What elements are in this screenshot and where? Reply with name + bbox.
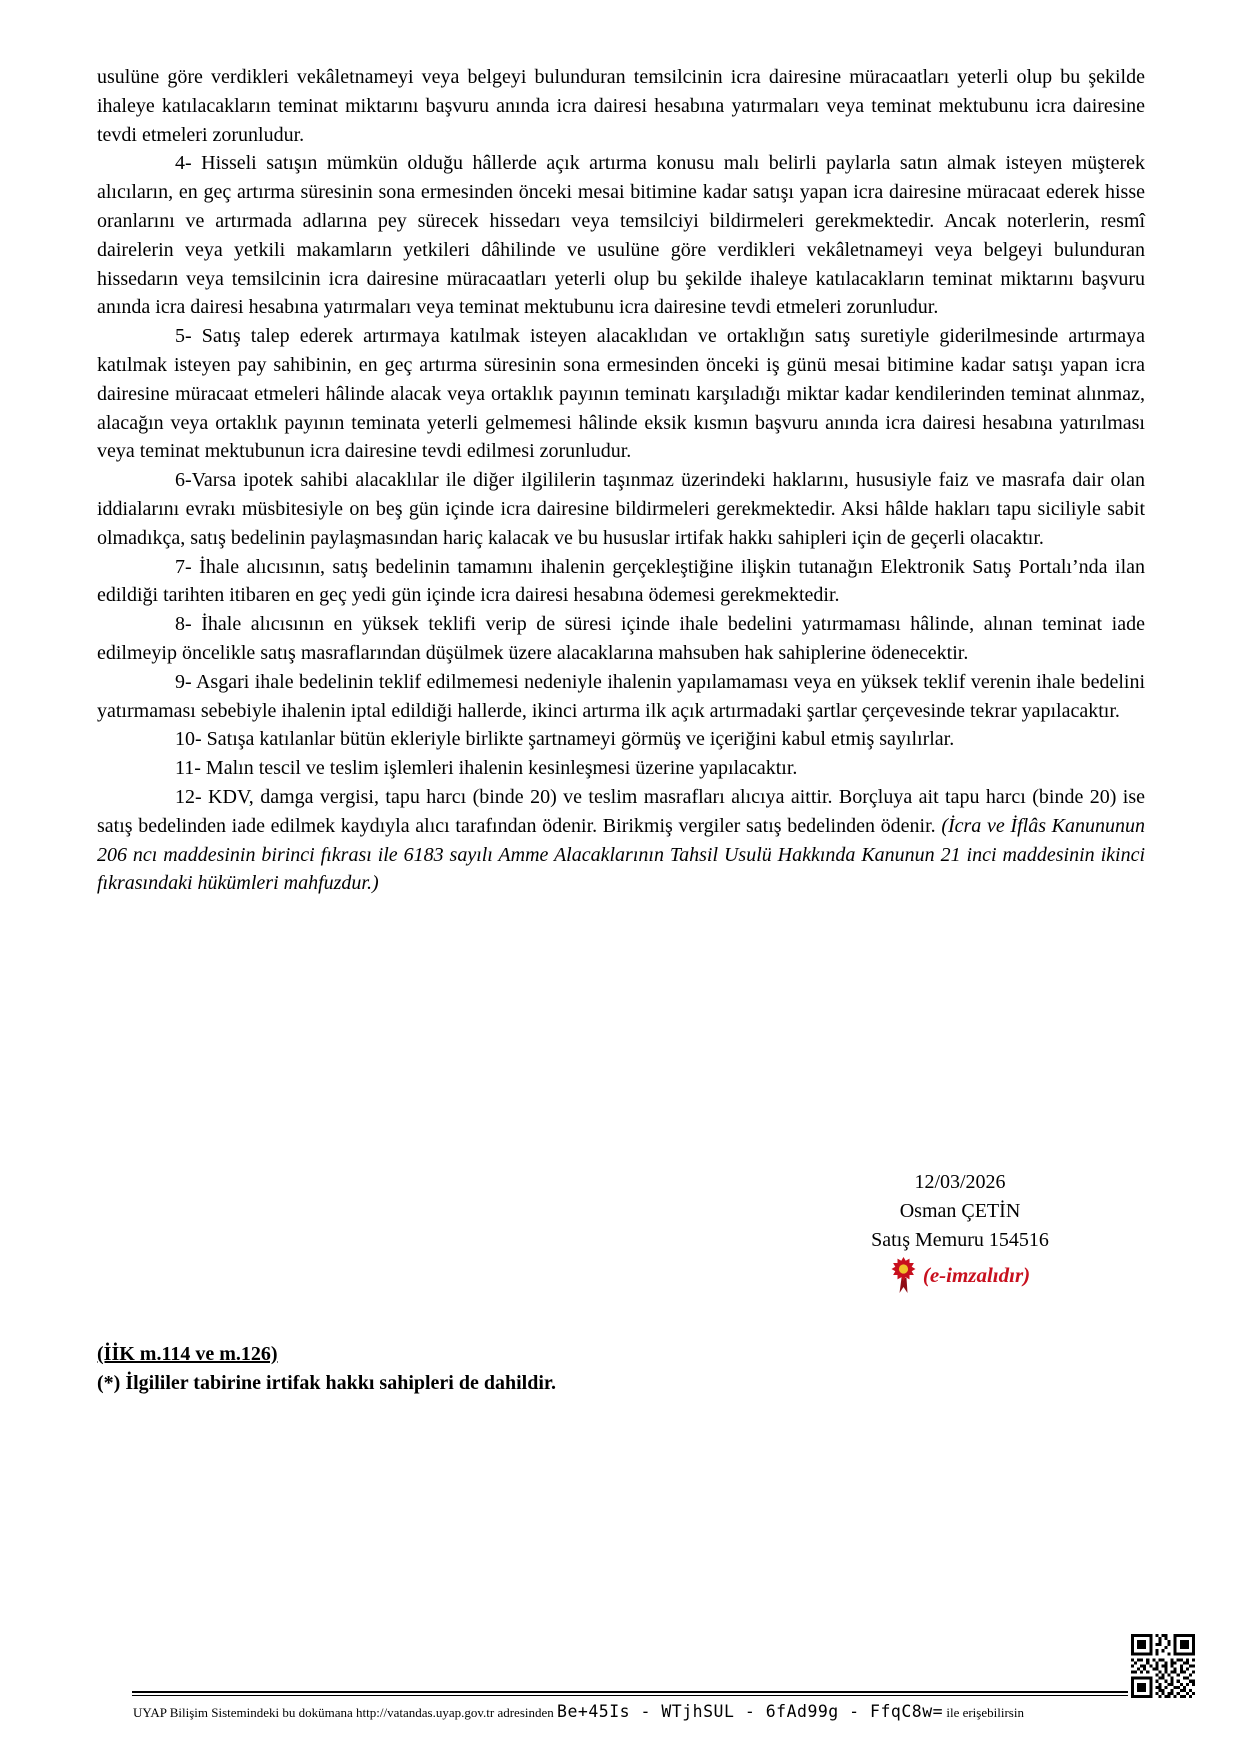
document-body <box>97 63 1145 898</box>
footnote-block <box>97 1340 997 1398</box>
paragraph-11: 11- Malın tescil ve teslim işlemleri ihalenin kesinleşmesi üzerine yapılacaktır. <box>175 757 798 780</box>
paragraph-7: 7- İhale alıcısının, satış bedelinin tamamını ihalenin gerçekleştiğine ilişkin tutanağın Elektronik Satış Portalı’nda ilan edildiği tarihten itibaren en geç yedi gün içinde icra dairesi hesabına ödemesi gerekmektedir. <box>97 555 1145 607</box>
qr-code-icon <box>1131 1634 1195 1698</box>
paragraph-8: 8- İhale alıcısının en yüksek teklifi verip de süresi içinde ihale bedelini yatırmaması hâlinde, alınan teminat iade edilmeyip öncelikle satış masraflarından düşülmek üzere alacaklarına mahsuben hak sahiplerine ödenecektir. <box>97 613 1145 664</box>
paragraph-12 <box>97 783 1145 898</box>
paragraph-12-text: 12- KDV, damga vergisi, tapu harcı (binde 20) ve teslim masrafları alıcıya aittir. Borçluya ait tapu harcı (binde 20) ise satış bedelinden iade edilmek kaydıyla alıcı tarafından ödenir. Birikmiş vergiler satış bedelinden ödenir. <box>97 785 1145 837</box>
paragraph-9: 9- Asgari ihale bedelinin teklif edilmemesi nedeniyle ihalenin yapılamaması veya en yüksek teklif verenin ihale bedelini yatırmaması sebebiyle ihalenin iptal edildiği hallerde, ikinci artırma ilk açık artırmadaki şartlar çerçevesinde tekrar yapılacaktır. <box>97 670 1145 722</box>
e-signature-label: (e-imzalıdır) <box>922 1262 1031 1287</box>
footer-suffix: ile erişebilirsin <box>943 1705 1024 1720</box>
paragraph-intro: usulüne göre verdikleri vekâletnameyi veya belgeyi bulunduran temsilcinin icra dairesine müracaatları yeterli olup bu şekilde ihaleye katılacakların teminat miktarını başvuru anında icra dairesi hesabına yatırmaları veya teminat mektubunu icra dairesine tevdi etmeleri zorunludur. <box>97 66 1145 146</box>
signature-title: Satış Memuru 154516 <box>871 1228 1049 1251</box>
paragraph-12-law-citation: (İcra ve İflâs Kanununun 206 ncı maddesinin birinci fıkrası ile 6183 sayılı Amme Alacaklarının Tahsil Usulü Hakkında Kanunun 21 inci maddesinin ikinci fıkrasındaki hükümleri mahfuzdur.) <box>97 814 1145 895</box>
footer-divider <box>132 1691 1128 1696</box>
paragraph-10: 10- Satışa katılanlar bütün ekleriyle birlikte şartnameyi görmüş ve içeriğini kabul etmiş sayılırlar. <box>175 728 955 751</box>
footer-access-code: Be+45Is - WTjhSUL - 6fAd99g - FfqC8w= <box>557 1702 944 1721</box>
signature-date: 12/03/2026 <box>914 1171 1006 1193</box>
signature-name: Osman ÇETİN <box>899 1199 1021 1222</box>
e-signature-row <box>760 1256 1160 1294</box>
paragraph-5: 5- Satış talep ederek artırmaya katılmak isteyen alacaklıdan ve ortaklığın satış suretiyle giderilmesinde artırmaya katılmak isteyen pay sahibinin, en geç artırma süresinin sona ermesinden önceki iş günü mesai bitimine kadar satışı yapan icra dairesine müracaat etmeleri hâlinde alacak veya ortaklık payının teminatı karşıladığı miktar kadar kendilerinden teminat alınmaz, alacağın veya ortaklık payının teminata yeterli gelmemesi hâlinde eksik kısmın başvuru anında icra dairesi hesabına yatırılması veya teminat mektubunun icra dairesine tevdi edilmesi zorunludur. <box>97 325 1145 463</box>
footer-access-line <box>133 1703 1145 1722</box>
footnote-law-reference: (İİK m.114 ve m.126) <box>97 1343 278 1365</box>
footer-prefix: UYAP Bilişim Sistemindeki bu dokümana http://vatandas.uyap.gov.tr adresinden <box>133 1705 558 1720</box>
paragraph-6: 6-Varsa ipotek sahibi alacaklılar ile diğer ilgililerin taşınmaz üzerindeki haklarını, hususiyle faiz ve masrafa dair olan iddialarını evrakı müsbitesiyle on beş gün içinde icra dairesine bildirmeleri gerekmektedir. Aksi hâlde hakları tapu siciliyle sabit olmadıkça, satış bedelinin paylaşmasından hariç kalacak ve bu hususlar irtifak hakkı sahipleri için de geçerli olacaktır. <box>97 469 1145 549</box>
footnote-note: (*) İlgililer tabirine irtifak hakkı sahipleri de dahildir. <box>97 1372 556 1394</box>
paragraph-4: 4- Hisseli satışın mümkün olduğu hâllerde açık artırma konusu malı belirli paylarla satın almak isteyen müşterek alıcıların, en geç artırma süresinin sona ermesinden önceki mesai bitimine kadar satışı yapan icra dairesine müracaat ederek hisse oranlarını ve artırmada adlarına pey sürecek hissedarı veya temsilciyi bildirmeleri gerekmektedir. Ancak noterlerin, resmî dairelerin veya yetkili makamların yetkileri dâhilinde ve usulüne göre verdikleri vekâletnameyi veya belgeyi bulunduran hissedarın veya temsilcinin icra dairesine müracaatları yeterli olup bu şekilde ihaleye katılacakların teminat miktarını başvuru anında icra dairesi hesabına yatırmaları veya teminat mektubunu icra dairesine tevdi etmeleri zorunludur. <box>97 152 1145 319</box>
e-signature-seal-icon <box>890 1256 917 1294</box>
signature-block <box>760 1168 1160 1294</box>
